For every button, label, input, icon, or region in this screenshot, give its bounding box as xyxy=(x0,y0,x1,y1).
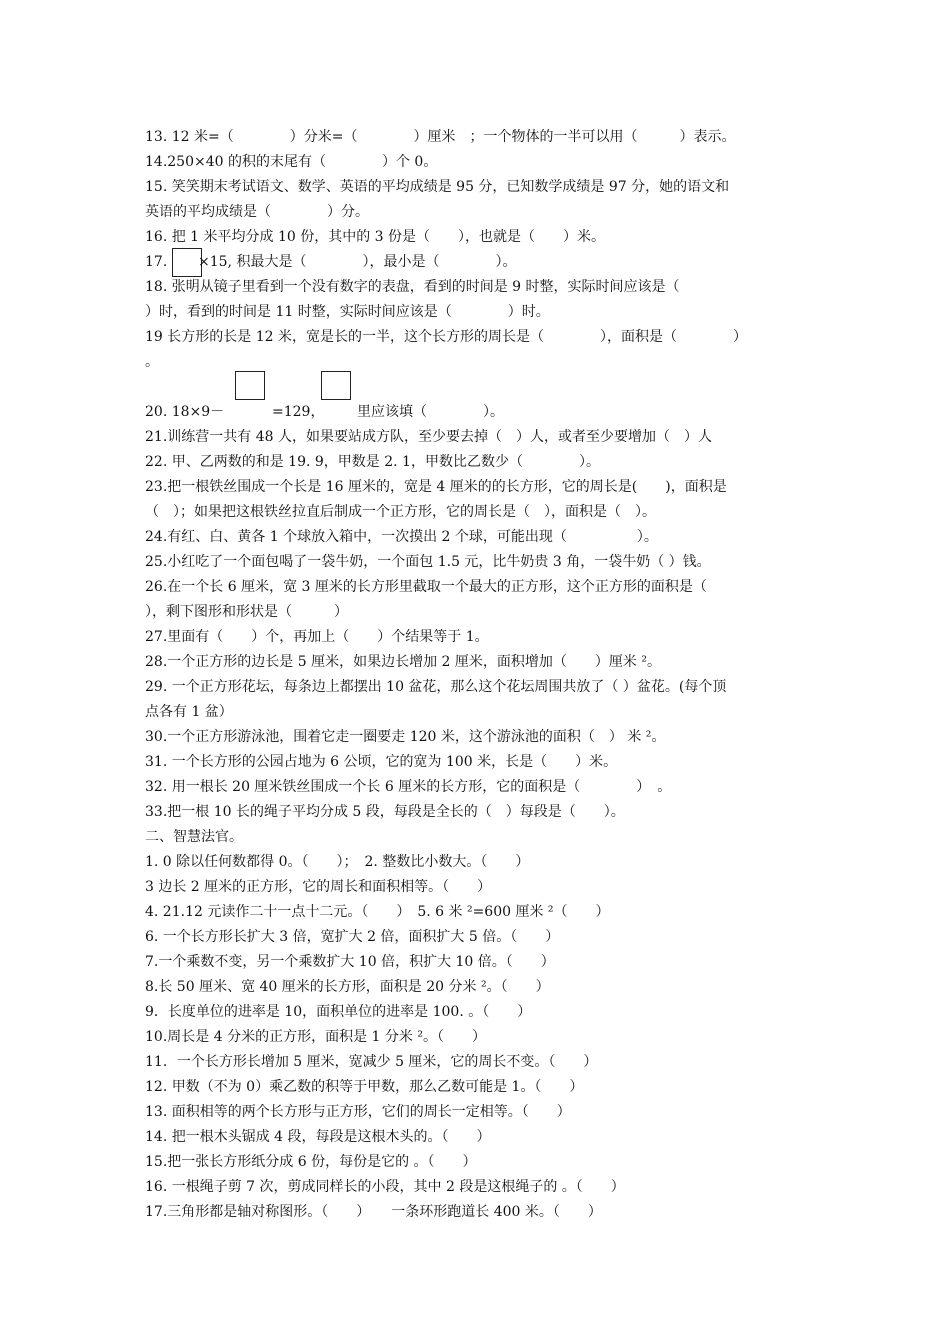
judge-item-17: 17.三角形都是轴对称图形。（ ） 一条环形跑道长 400 米。（ ） xyxy=(145,1204,602,1220)
question-28: 28.一个正方形的边长是 5 厘米，如果边长增加 2 厘米，面积增加（ ）厘米 ²。 xyxy=(145,654,661,670)
question-26-line-2: ），剩下图形和形状是（ ） xyxy=(145,604,348,620)
judge-item-8: 8.长 50 厘米、宽 40 厘米的长方形，面积是 20 分米 ²。（ ） xyxy=(145,979,550,995)
question-30: 30.一个正方形游泳池，围着它走一圈要走 120 米，这个游泳池的面积（ ） 米 ²。 xyxy=(145,729,666,745)
question-20-part-1: 20. 18×9－ xyxy=(145,404,225,420)
question-31: 31. 一个长方形的公园占地为 6 公顷，它的宽为 100 米，长是（ ）米。 xyxy=(145,754,618,770)
judge-item-7: 7.一个乘数不变，另一个乘数扩大 10 倍，积扩大 10 倍。（ ） xyxy=(145,954,555,970)
question-18-line-2: ）时，看到的时间是 11 时整，实际时间应该是（ ）时。 xyxy=(145,304,550,320)
question-29-line-1: 29. 一个正方形花坛，每条边上都摆出 10 盆花，那么这个花坛周围共放了（ ）盆花。(每个顶 xyxy=(145,679,727,695)
question-21: 21.训练营一共有 48 人，如果要站成方队，至少要去掉（ ）人，或者至少要增加（ ）人 xyxy=(145,429,712,445)
answer-box xyxy=(321,371,351,400)
judge-item-4-5: 4. 21.12 元读作二十一点十二元。（ ） 5. 6 米 ²=600 厘米 ²（ ） xyxy=(145,904,610,920)
question-24: 24.有红、白、黄各 1 个球放入箱中，一次摸出 2 个球，可能出现（ ）。 xyxy=(145,529,658,545)
judge-item-9: 9．长度单位的进率是 10，面积单位的进率是 100. 。（ ） xyxy=(145,1004,532,1020)
question-33: 33.把一根 10 长的绳子平均分成 5 段，每段是全长的（ ）每段是（ ）。 xyxy=(145,804,625,820)
question-27: 27.里面有（ ）个，再加上（ ）个结果等于 1。 xyxy=(145,629,489,645)
question-23-line-1: 23.把一根铁丝围成一个长是 16 厘米的，宽是 4 厘米的的长方形，它的周长是( )，面积是 xyxy=(145,479,727,495)
judge-item-1-2: 1. 0 除以任何数都得 0。（ ）； 2. 整数比小数大。（ ） xyxy=(145,854,530,870)
question-23-line-2: （ ）；如果把这根铁丝拉直后制成一个正方形，它的周长是（ ），面积是（ ）。 xyxy=(145,504,656,520)
judge-item-14: 14. 把一根木头锯成 4 段，每段是这根木头的。（ ） xyxy=(145,1129,491,1145)
judge-item-16: 16. 一根绳子剪 7 次，剪成同样长的小段，其中 2 段是这根绳子的 。（ ） xyxy=(145,1179,625,1195)
question-20-part-3: 里应该填（ ）。 xyxy=(357,404,504,420)
judge-item-10: 10.周长是 4 分米的正方形，面积是 1 分米 ²。（ ） xyxy=(145,1029,486,1045)
question-25: 25.小红吃了一个面包喝了一袋牛奶，一个面包 1.5 元，比牛奶贵 3 角，一袋牛奶（ ）钱。 xyxy=(145,554,711,570)
question-19-line-1: 19 长方形的长是 12 米，宽是长的一半，这个长方形的周长是（ ），面积是（ ） xyxy=(145,329,747,345)
judge-item-3: 3 边长 2 厘米的正方形，它的周长和面积相等。（ ） xyxy=(145,879,492,895)
answer-box xyxy=(235,371,265,400)
question-13: 13. 12 米=（ ）分米=（ ）厘米 ；一个物体的一半可以用（ ）表示。 xyxy=(145,129,736,145)
question-15-line-2: 英语的平均成绩是（ ）分。 xyxy=(145,204,369,220)
judge-item-6: 6. 一个长方形长扩大 3 倍，宽扩大 2 倍，面积扩大 5 倍。（ ） xyxy=(145,929,560,945)
question-32: 32. 用一根长 20 厘米铁丝围成一个长 6 厘米的长方形，它的面积是（ ） 。 xyxy=(145,779,672,795)
judge-item-13: 13. 面积相等的两个长方形与正方形，它们的周长一定相等。（ ） xyxy=(145,1104,571,1120)
question-17: ×15, 积最大是（ ），最小是（ ）。 xyxy=(198,254,517,270)
question-14: 14.250×40 的积的末尾有（ ）个 0。 xyxy=(145,154,438,170)
judge-item-12: 12. 甲数（不为 0）乘乙数的积等于甲数，那么乙数可能是 1。（ ） xyxy=(145,1079,584,1095)
question-19-line-2: 。 xyxy=(145,354,159,370)
question-29-line-2: 点各有 1 盆） xyxy=(145,704,233,720)
section-heading-judge: 二、智慧法官。 xyxy=(145,829,243,845)
question-20-part-2: =129， xyxy=(272,404,325,420)
question-22: 22. 甲、乙两数的和是 19. 9，甲数是 2. 1，甲数比乙数少（ ）。 xyxy=(145,454,600,470)
judge-item-15: 15.把一张长方形纸分成 6 份，每份是它的 。（ ） xyxy=(145,1154,477,1170)
question-15-line-1: 15. 笑笑期末考试语文、数学、英语的平均成绩是 95 分，已知数学成绩是 97 分，她的语文和 xyxy=(145,179,730,195)
question-17-number: 17. xyxy=(145,254,168,270)
question-18-line-1: 18. 张明从镜子里看到一个没有数字的表盘，看到的时间是 9 时整，实际时间应该是（ xyxy=(145,279,680,295)
question-26-line-1: 26.在一个长 6 厘米，宽 3 厘米的长方形里截取一个最大的正方形，这个正方形的面积是（ xyxy=(145,579,707,595)
question-16: 16. 把 1 米平均分成 10 份，其中的 3 份是（ ），也就是（ ）米。 xyxy=(145,229,606,245)
judge-item-11: 11．一个长方形长增加 5 厘米，宽减少 5 厘米，它的周长不变。（ ） xyxy=(145,1054,598,1070)
